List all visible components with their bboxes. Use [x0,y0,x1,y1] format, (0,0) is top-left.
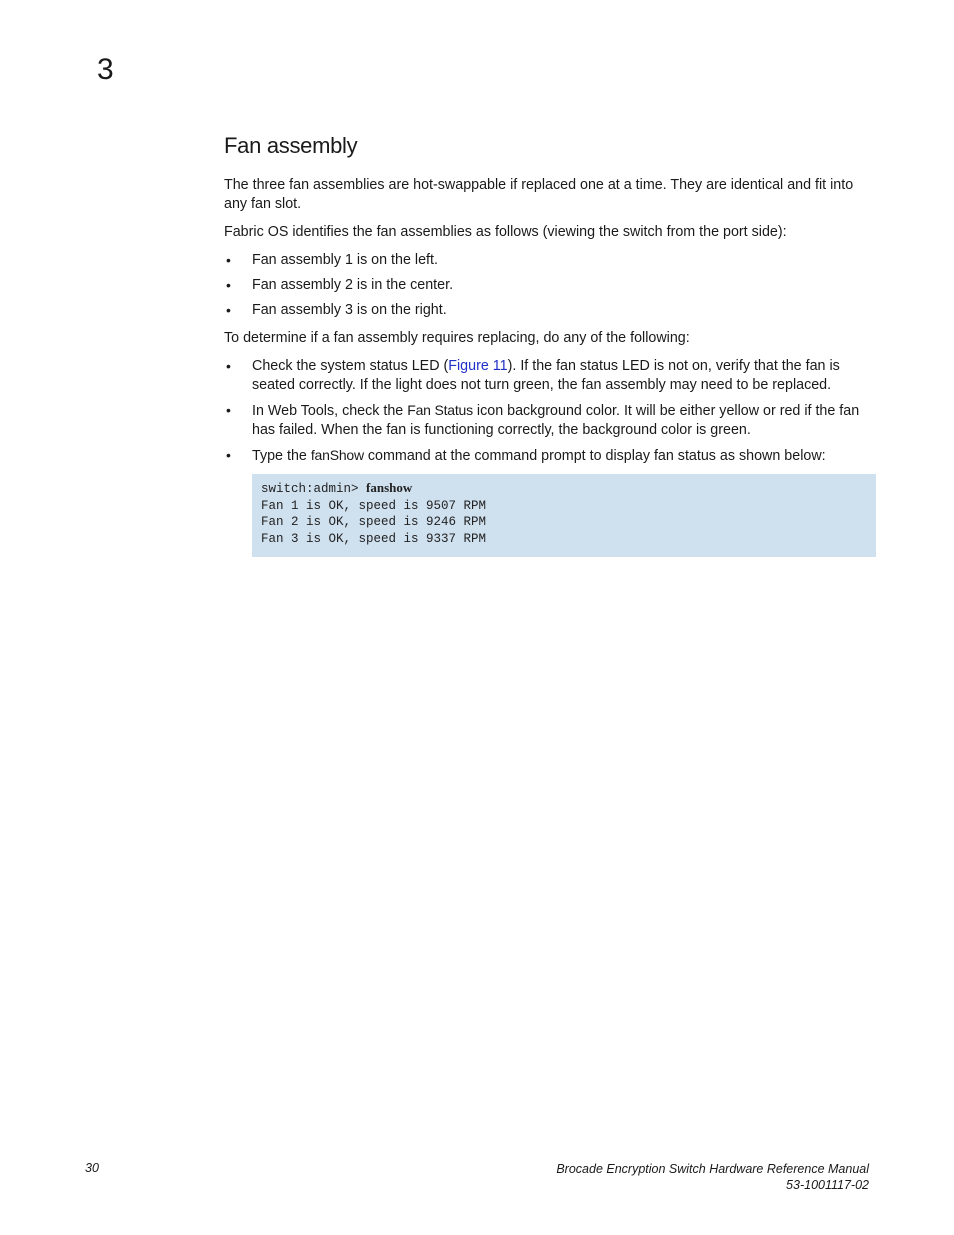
footer-manual-info [556,1161,869,1193]
intro-paragraph: The three fan assemblies are hot-swappable if replaced one at a time. They are identical and fit into any fan slot. [224,177,854,212]
list-item: • Fan assembly 2 is in the center. [226,277,454,293]
list-item: • Type the fanShow command at the command prompt to display fan status as shown below: switch:admin> fanshow Fan 1 is OK, speed is 9507 RPM Fan 2 is OK, speed is 9246 RPM Fan 3 is OK, speed is 9337 RPM [224,446,864,557]
figure-11-link[interactable]: Figure 11 [448,358,508,374]
code-line-prompt: switch:admin> fanshow [261,480,413,496]
list-item: • Fan assembly 1 is on the left. [226,252,438,268]
code-line: Fan 1 is OK, speed is 9507 RPM [261,498,487,513]
fan-status-ui-term: Fan Status [407,402,473,418]
manual-title: Brocade Encryption Switch Hardware Reference Manual [556,1162,869,1176]
section-title: Fan assembly [224,133,358,158]
fanshow-command-term: fanShow [310,447,364,463]
code-line: Fan 2 is OK, speed is 9246 RPM [261,515,487,529]
fan-position-list [224,251,864,320]
check-list [224,357,864,557]
bullet-icon: • [226,402,231,418]
code-block [252,474,876,557]
bullet-icon: • [226,252,231,268]
list-item: • Check the system status LED (Figure 11). If the fan status LED is not on, verify that the fan is seated correctly. If the light does not turn green, the fan assembly may need to be replaced. [226,358,840,393]
bullet-icon: • [226,358,231,374]
list-item: • Fan assembly 3 is on the right. [226,302,447,318]
bullet-icon: • [226,302,231,318]
identification-paragraph: Fabric OS identifies the fan assemblies as follows (viewing the switch from the port side): [224,224,787,240]
code-line: Fan 3 is OK, speed is 9337 RPM [261,531,487,546]
section-content [224,130,864,566]
document-number: 53-1001117-02 [786,1178,869,1192]
determine-paragraph: To determine if a fan assembly requires replacing, do any of the following: [224,330,690,346]
chapter-number: 3 [97,53,114,86]
page-number: 30 [85,1161,99,1175]
bullet-icon: • [226,277,231,293]
list-item: • In Web Tools, check the Fan Status icon background color. It will be either yellow or red if the fan has failed. When the fan is functioning correctly, the background color is green. [226,402,860,438]
bullet-icon: • [226,447,231,463]
